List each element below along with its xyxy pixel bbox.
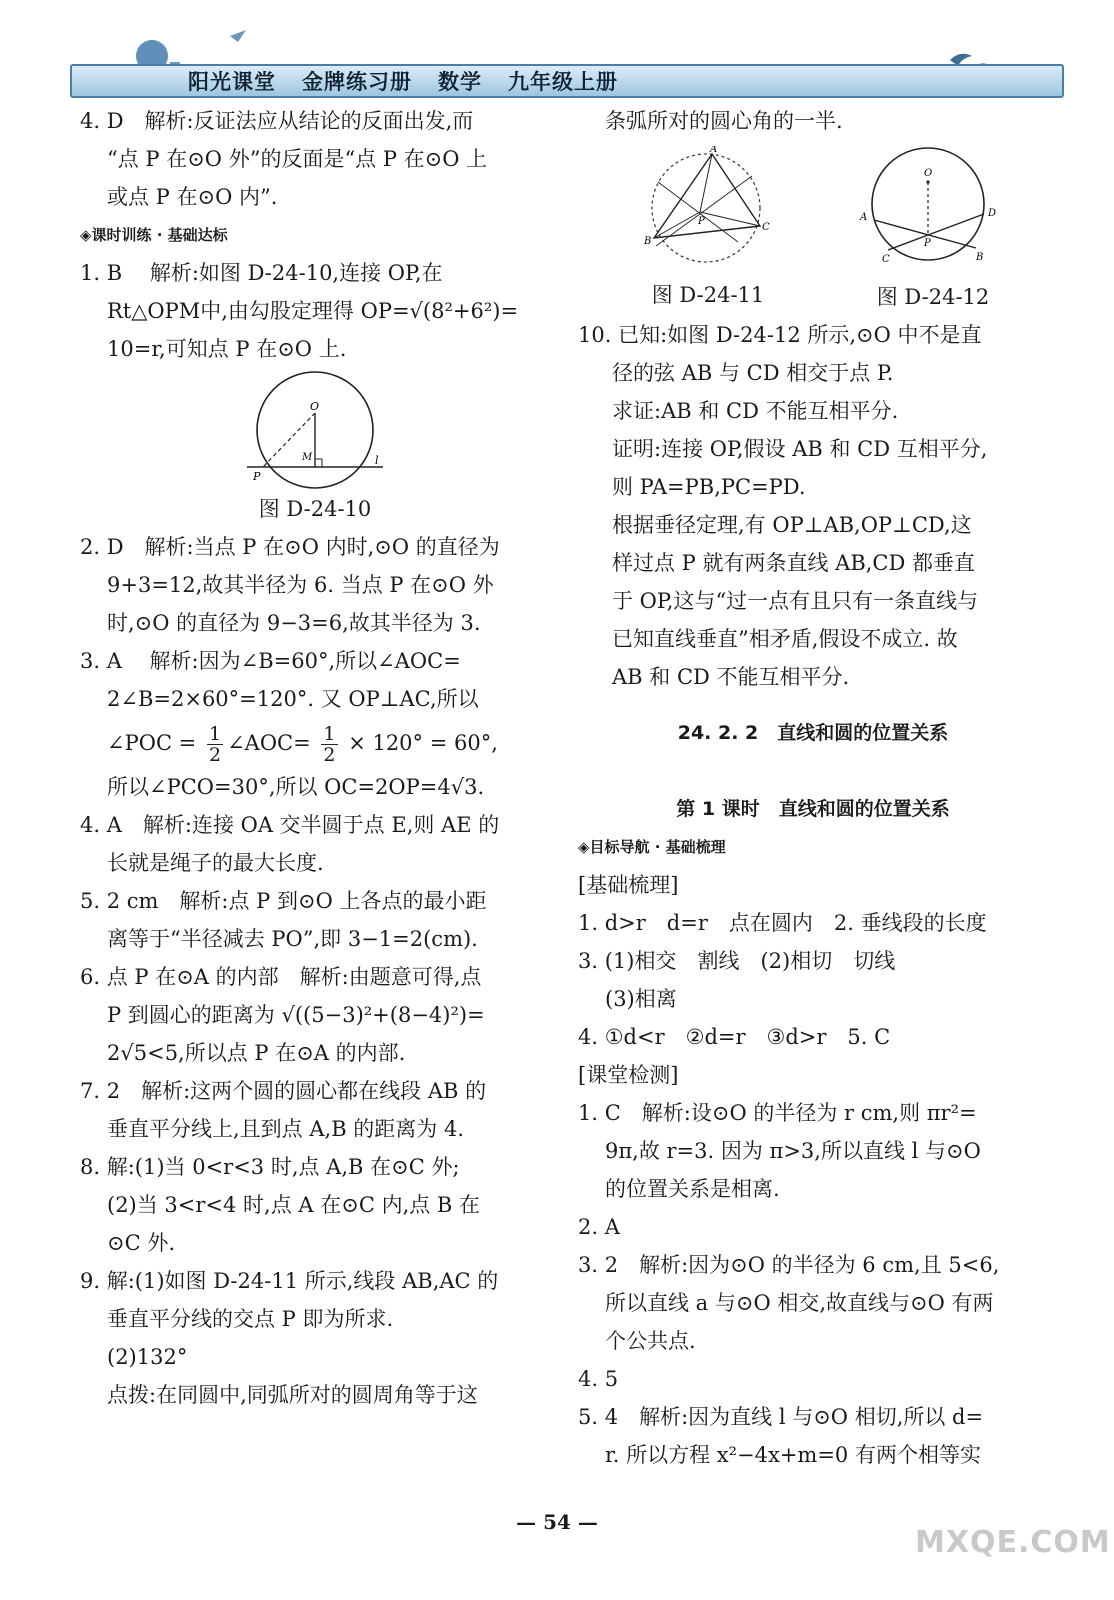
answer-line: 4. A 解析:连接 OA 交半圆于点 E,则 AE 的 — [80, 813, 500, 837]
answer-line: 或点 P 在⊙O 内”. — [107, 185, 278, 209]
answer-line: 个公共点. — [605, 1329, 696, 1353]
answer-line: Rt△OPM中,由勾股定理得 OP=√(8²+6²)= — [107, 299, 519, 323]
label-c: C — [762, 222, 770, 233]
figure-caption: 图 D-24-12 — [876, 285, 990, 309]
left-column — [80, 102, 550, 1414]
answer-line: 3. A 解析:因为∠B=60°,所以∠AOC= — [80, 649, 461, 673]
page-number: — 54 — — [516, 1510, 598, 1534]
figure-d-24-11 — [638, 146, 778, 264]
label-l: l — [375, 454, 379, 467]
subsection-title: [基础梳理] — [578, 873, 679, 897]
answer-line: 1. B 解析:如图 D-24-10,连接 OP,在 — [80, 261, 443, 285]
answer-line: 垂直平分线的交点 P 即为所求. — [107, 1307, 394, 1331]
answer-line: 所以直线 a 与⊙O 相交,故直线与⊙O 有两 — [605, 1291, 994, 1315]
label-a: A — [710, 146, 718, 155]
answer-line: 5. 4 解析:因为直线 l 与⊙O 相切,所以 d= — [578, 1405, 984, 1429]
answer-line: 2∠B=2×60°=120°. 又 OP⊥AC,所以 — [107, 687, 479, 711]
answer-line: 求证:AB 和 CD 不能互相平分. — [612, 399, 899, 423]
figure-d-24-12 — [858, 146, 1008, 266]
answer-line: P 到圆心的距离为 √((5−3)²+(8−4)²)= — [107, 1003, 485, 1027]
answer-line: 长就是绳子的最大长度. — [107, 851, 324, 875]
answer-line: 证明:连接 OP,假设 AB 和 CD 互相平分, — [612, 437, 988, 461]
label-p: P — [698, 216, 705, 227]
figure-caption: 图 D-24-10 — [258, 497, 372, 521]
subsection-title: [课堂检测] — [578, 1063, 679, 1087]
label-c: C — [882, 254, 890, 265]
answer-line: (3)相离 — [605, 987, 677, 1011]
answer-line: 6. 点 P 在⊙A 的内部 解析:由题意可得,点 — [80, 965, 482, 989]
label-d: D — [988, 208, 997, 219]
answer-line-fraction: ∠POC = $\frac{1}{2}$ ∠AOC= $\frac{1}{2}$ × 120° = 60°, — [107, 723, 498, 766]
answer-line: 1. C 解析:设⊙O 的半径为 r cm,则 πr²= — [578, 1101, 977, 1125]
label-b: B — [976, 252, 984, 263]
answer-line: 10. 已知:如图 D-24-12 所示,⊙O 中不是直 — [578, 323, 982, 347]
answer-line: 垂直平分线上,且到点 A,B 的距离为 4. — [107, 1117, 465, 1141]
series-name: 金牌练习册 — [302, 70, 412, 94]
answer-line: (2)132° — [107, 1345, 188, 1369]
answer-line: 2. A — [578, 1215, 620, 1239]
fraction-half: $\frac{1}{2}$ — [208, 723, 222, 766]
figure-d-24-12-block — [858, 146, 1008, 316]
answer-line: 3. (1)相交 割线 (2)相切 切线 — [578, 949, 896, 973]
label-o: O — [924, 168, 933, 179]
header-title — [188, 66, 644, 96]
answer-line: 离等于“半径减去 PO”,即 3−1=2(cm). — [107, 927, 478, 951]
answer-line: 点拨:在同圆中,同弧所对的圆周角等于这 — [107, 1383, 478, 1407]
answer-line: 4. 5 — [578, 1367, 619, 1391]
answer-line: 9π,故 r=3. 因为 π>3,所以直线 l 与⊙O — [605, 1139, 981, 1163]
subject: 数学 — [438, 70, 482, 94]
answer-line: 已知直线垂直”相矛盾,假设不成立. 故 — [612, 627, 958, 651]
label-p: P — [924, 238, 931, 249]
answer-line: 样过点 P 就有两条直线 AB,CD 都垂直 — [612, 551, 976, 575]
answer-line: ⊙C 外. — [107, 1231, 176, 1255]
label-o: O — [310, 400, 320, 413]
right-column — [578, 102, 1048, 1474]
answer-line: 7. 2 解析:这两个圆的圆心都在线段 AB 的 — [80, 1079, 487, 1103]
watermark: MXQE.COM — [915, 1525, 1111, 1560]
answer-line: 所以∠PCO=30°,所以 OC=2OP=4√3. — [107, 775, 485, 799]
answer-line: AB 和 CD 不能互相平分. — [612, 665, 850, 689]
answer-line: 1. d>r d=r 点在圆内 2. 垂线段的长度 — [578, 911, 987, 935]
label-p: P — [253, 470, 261, 483]
answer-line: “点 P 在⊙O 外”的反面是“点 P 在⊙O 上 — [107, 147, 488, 171]
answer-line: 4. D 解析:反证法应从结论的反面出发,而 — [80, 109, 474, 133]
answer-line: 5. 2 cm 解析:点 P 到⊙O 上各点的最小距 — [80, 889, 487, 913]
answer-line: 时,⊙O 的直径为 9−3=6,故其半径为 3. — [107, 611, 481, 635]
answer-line: 2. D 解析:当点 P 在⊙O 内时,⊙O 的直径为 — [80, 535, 500, 559]
figures-row — [578, 146, 1048, 316]
answer-line: 于 OP,这与“过一点有且只有一条直线与 — [612, 589, 979, 613]
section-heading: ◈课时训练 · 基础达标 — [80, 226, 228, 244]
answer-line: 8. 解:(1)当 0<r<3 时,点 A,B 在⊙C 外; — [80, 1155, 460, 1179]
answer-line: 的位置关系是相离. — [605, 1177, 780, 1201]
label-m: M — [302, 452, 313, 463]
answer-line: 条弧所对的圆心角的一半. — [605, 109, 843, 133]
label-a: A — [860, 212, 868, 223]
figure-d-24-10 — [235, 368, 395, 490]
answer-line: (2)当 3<r<4 时,点 A 在⊙C 内,点 B 在 — [107, 1193, 481, 1217]
section-heading: ◈目标导航 · 基础梳理 — [578, 838, 726, 856]
page-header — [70, 22, 1060, 98]
answer-line: 9. 解:(1)如图 D-24-11 所示,线段 AB,AC 的 — [80, 1269, 499, 1293]
answer-line: 径的弦 AB 与 CD 相交于点 P. — [612, 361, 894, 385]
section-title: 24. 2. 2 直线和圆的位置关系 — [677, 722, 949, 744]
figure-caption: 图 D-24-11 — [651, 283, 765, 307]
label-b: B — [644, 236, 652, 247]
answer-line: 9+3=12,故其半径为 6. 当点 P 在⊙O 外 — [107, 573, 494, 597]
fraction-half: $\frac{1}{2}$ — [323, 723, 336, 766]
answer-line: 10=r,可知点 P 在⊙O 上. — [107, 337, 347, 361]
answer-line: 3. 2 解析:因为⊙O 的半径为 6 cm,且 5<6, — [578, 1253, 1000, 1277]
answer-line: 根据垂径定理,有 OP⊥AB,OP⊥CD,这 — [612, 513, 972, 537]
answer-line: r. 所以方程 x²−4x+m=0 有两个相等实 — [605, 1443, 981, 1467]
answer-line: 2√5<5,所以点 P 在⊙A 的内部. — [107, 1041, 406, 1065]
lesson-title: 第 1 课时 直线和圆的位置关系 — [676, 798, 950, 820]
grade: 九年级上册 — [508, 70, 618, 94]
brand: 阳光课堂 — [188, 70, 276, 94]
answer-line: 则 PA=PB,PC=PD. — [612, 475, 806, 499]
figure-d-24-11-block — [638, 146, 778, 316]
answer-line: 4. ①d<r ②d=r ③d>r 5. C — [578, 1025, 891, 1049]
